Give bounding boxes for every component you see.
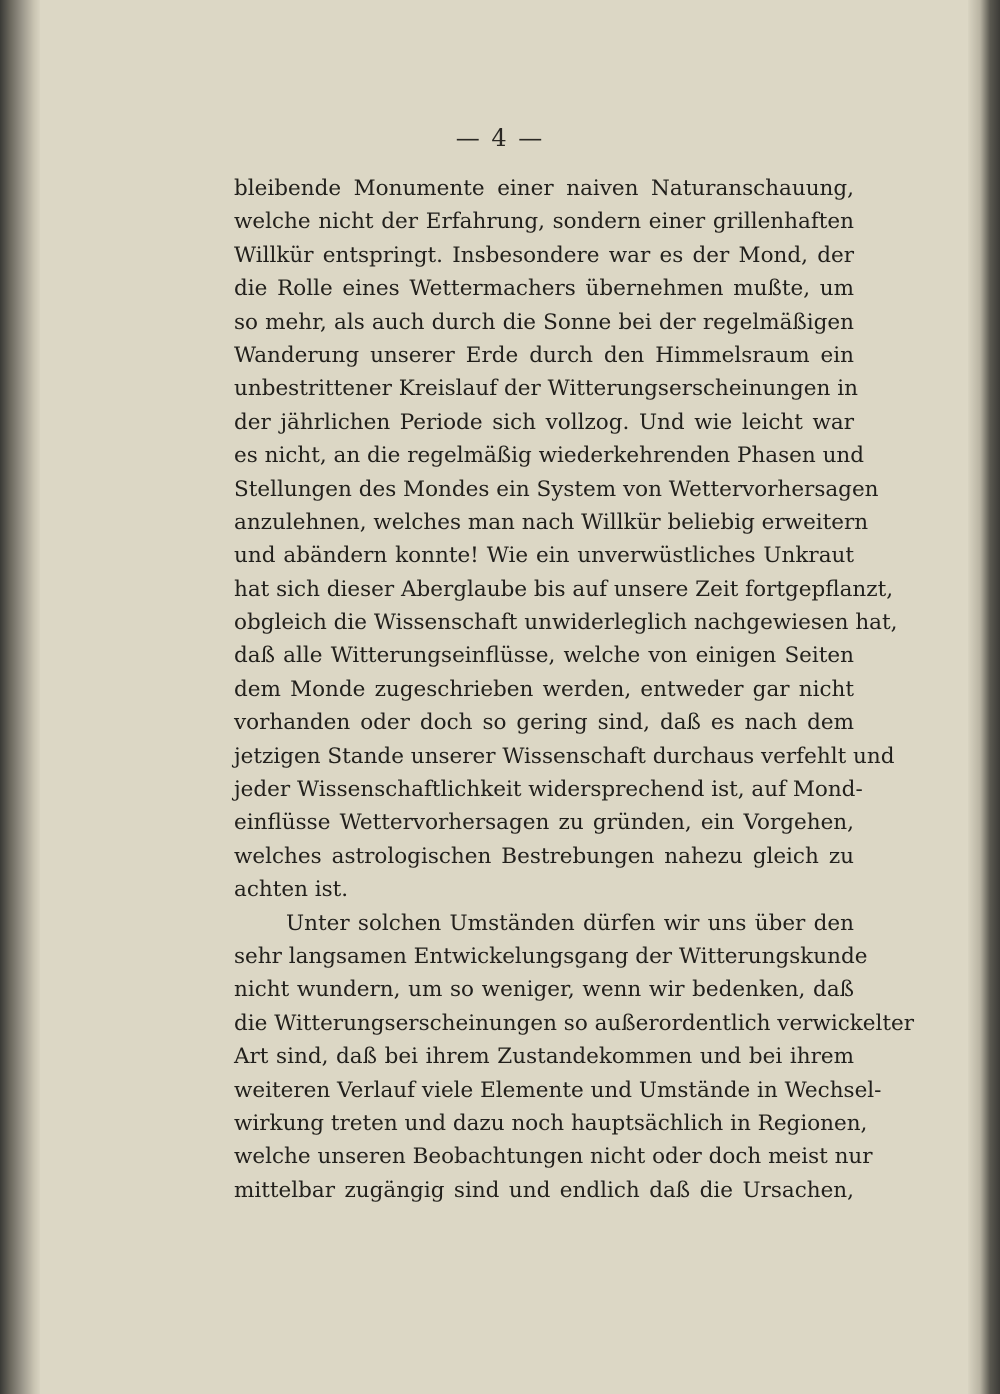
- page-edge-shadow: [968, 0, 1000, 1394]
- text-line: jeder Wissenschaftlichkeit widersprechend ist, auf Mond-: [234, 777, 863, 803]
- text-line: welche unseren Beobachtungen nicht oder doch meist nur: [234, 1144, 873, 1170]
- text-line: weiteren Verlauf viele Elemente und Umstände in Wechsel-: [234, 1077, 882, 1103]
- text-line: Willkür entspringt. Insbesondere war es der Mond, der: [234, 242, 854, 268]
- text-line: und abändern konnte! Wie ein unverwüstliches Unkraut: [234, 543, 854, 569]
- text-line: unbestrittener Kreislauf der Witterungserscheinungen in: [234, 376, 858, 402]
- body-text: [234, 172, 915, 1207]
- text-line: die Rolle eines Wettermachers übernehmen mußte, um: [234, 276, 854, 302]
- text-line: es nicht, an die regelmäßig wiederkehrenden Phasen und: [234, 443, 865, 469]
- text-line: mittelbar zugängig sind und endlich daß die Ursachen,: [234, 1177, 854, 1203]
- text-line: so mehr, als auch durch die Sonne bei der regelmäßigen: [234, 309, 854, 335]
- text-line: welches astrologischen Bestrebungen nahezu gleich zu: [234, 843, 854, 869]
- text-line: anzulehnen, welches man nach Willkür beliebig erweitern: [234, 509, 869, 535]
- text-line: die Witterungserscheinungen so außerordentlich verwickelter: [234, 1010, 915, 1036]
- paragraph-end-line: achten ist.: [234, 877, 349, 903]
- page-number: — 4 —: [455, 124, 545, 152]
- text-line: bleibende Monumente einer naiven Naturanschauung,: [234, 176, 854, 201]
- text-line: vorhanden oder doch so gering sind, daß es nach dem: [234, 710, 854, 736]
- text-line: welche nicht der Erfahrung, sondern einer grillenhaften: [234, 209, 854, 235]
- text-line: obgleich die Wissenschaft unwiderleglich nachgewiesen hat,: [234, 610, 898, 636]
- text-line: einflüsse Wettervorhersagen zu gründen, ein Vorgehen,: [234, 810, 854, 836]
- text-line: hat sich dieser Aberglaube bis auf unsere Zeit fortgepflanzt,: [234, 576, 894, 602]
- text-line: daß alle Witterungseinflüsse, welche von einigen Seiten: [234, 643, 854, 669]
- book-spine-shadow: [0, 0, 40, 1394]
- text-line: Wanderung unserer Erde durch den Himmelsraum ein: [234, 342, 854, 368]
- text-line: der jährlichen Periode sich vollzog. Und wie leicht war: [234, 409, 854, 435]
- text-line: dem Monde zugeschrieben werden, entweder gar nicht: [234, 676, 854, 702]
- paragraph-start-line: Unter solchen Umständen dürfen wir uns über den: [286, 910, 854, 936]
- text-line: jetzigen Stande unserer Wissenschaft durchaus verfehlt und: [234, 743, 895, 769]
- text-line: sehr langsamen Entwickelungsgang der Witterungskunde: [234, 943, 868, 969]
- text-line: Stellungen des Mondes ein System von Wettervorhersagen: [234, 476, 879, 502]
- text-line: nicht wundern, um so weniger, wenn wir bedenken, daß: [234, 977, 854, 1003]
- text-line: Art sind, daß bei ihrem Zustandekommen und bei ihrem: [234, 1044, 854, 1070]
- text-line: wirkung treten und dazu noch hauptsächlich in Regionen,: [234, 1110, 868, 1136]
